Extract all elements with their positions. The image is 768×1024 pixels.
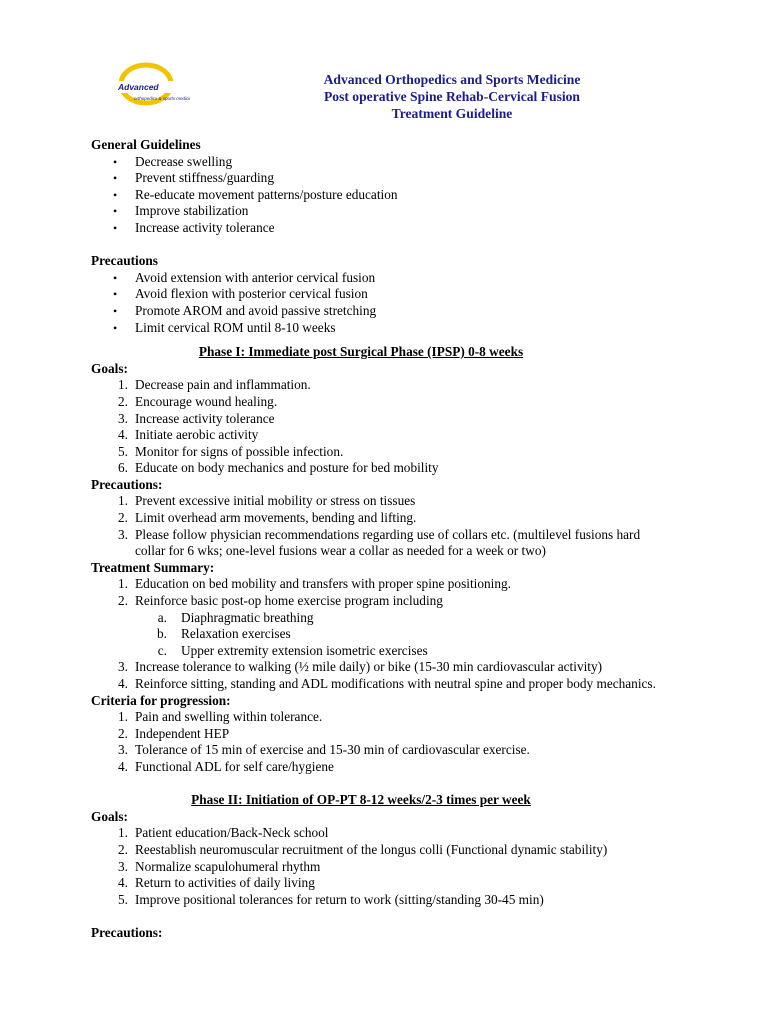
document-header [250,71,654,122]
bullet: • [113,204,118,219]
list-item: 3. Increase activity tolerance [118,410,275,426]
document-type: Treatment Guideline [391,106,513,121]
phase-2-heading: Phase II: Initiation of OP-PT 8-12 weeks/2-3 times per week [191,792,531,808]
list-item: 3. Increase tolerance to walking (½ mile daily) or bike (15-30 min cardiovascular activity) [118,659,603,675]
list-item: • Limit cervical ROM until 8-10 weeks [113,319,336,335]
list-item: 3. Tolerance of 15 min of exercise and 15-30 min of cardiovascular exercise. [118,742,530,758]
bullet: • [113,303,118,318]
bullet: • [113,171,118,186]
list-item: 2. Reinforce basic post-op home exercise program including [118,593,443,609]
bullet: • [113,320,118,335]
list-item: 6. Educate on body mechanics and posture for bed mobility [118,460,439,476]
sub-list-item: b. Relaxation exercises [157,626,291,642]
list-item: 3. Normalize scapulohumeral rhythm [118,858,321,874]
list-item: 1. Education on bed mobility and transfers with proper spine positioning. [118,576,511,592]
protocol-title: Post operative Spine Rehab-Cervical Fusion [323,89,580,104]
list-item: 1. Decrease pain and inflammation. [118,377,311,393]
practice-logo [112,62,190,110]
sub-list-item: c. Upper extremity extension isometric exercises [157,642,428,658]
phase-1-criteria-heading: Criteria for progression: [91,692,231,708]
phase-1-heading: Phase I: Immediate post Surgical Phase (IPSP) 0-8 weeks [198,344,524,360]
list-item: • Increase activity tolerance [113,219,275,235]
list-item: • Improve stabilization [113,203,249,219]
list-item: 2. Reestablish neuromuscular recruitment of the longus colli (Functional dynamic stability) [118,841,608,857]
list-item: • Avoid extension with anterior cervical fusion [113,269,376,285]
list-item: 3. Please follow physician recommendations regarding use of collars etc. (multilevel fusions hard [118,526,641,542]
logo-subtext: orthopedics & sports medicine [134,96,190,101]
phase-1-treatment-heading: Treatment Summary: [91,559,215,575]
list-item: 5. Improve positional tolerances for return to work (sitting/standing 30-45 min) [118,891,544,907]
list-item: 2. Independent HEP [118,725,230,741]
phase-1-goals-heading: Goals: [91,360,128,376]
list-item: 5. Monitor for signs of possible infection. [118,443,344,459]
bullet: • [113,270,118,285]
precautions-heading: Precautions [91,253,158,269]
practice-name: Advanced Orthopedics and Sports Medicine [323,72,581,87]
list-item: 2. Limit overhead arm movements, bending and lifting. [118,510,417,526]
list-item: 1. Pain and swelling within tolerance. [118,709,323,725]
logo-graphic [112,62,190,110]
list-item: 1. Patient education/Back-Neck school [118,825,329,841]
bullet: • [113,187,118,202]
list-item: • Promote AROM and avoid passive stretching [113,302,377,318]
list-item: 4. Return to activities of daily living [118,875,315,891]
sub-list-item: a. Diaphragmatic breathing [157,609,314,625]
phase-1-precautions-heading: Precautions: [91,476,163,492]
list-item: • Prevent stiffness/guarding [113,170,274,186]
list-item: 4. Functional ADL for self care/hygiene [118,758,334,774]
list-item: • Decrease swelling [113,153,233,169]
list-item: 4. Reinforce sitting, standing and ADL modifications with neutral spine and proper body mechanics. [118,676,656,691]
list-item: • Avoid flexion with posterior cervical fusion [113,286,368,302]
bullet: • [113,287,118,302]
phase-2-goals-heading: Goals: [91,808,128,824]
bullet: • [113,220,118,235]
general-guidelines-heading: General Guidelines [91,137,201,152]
list-item: 4. Initiate aerobic activity [118,427,259,443]
list-item-continuation: collar for 6 wks; one-level fusions wear a collar as needed for a week or two) [135,543,546,559]
list-item: 1. Prevent excessive initial mobility or stress on tissues [118,493,416,509]
list-item: 2. Encourage wound healing. [118,393,278,409]
list-item: • Re-educate movement patterns/posture education [113,186,398,202]
logo-text: Advanced [118,82,159,92]
bullet: • [113,154,118,169]
phase-2-precautions-heading: Precautions: [91,924,163,940]
document-body [91,137,721,942]
